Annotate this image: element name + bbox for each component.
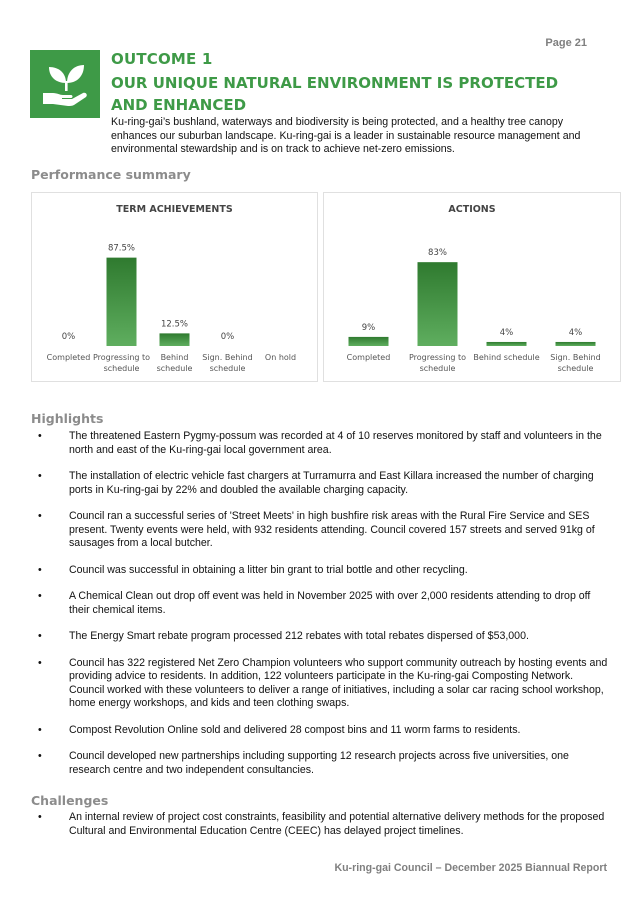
category-label: On hold bbox=[264, 353, 297, 362]
bar bbox=[160, 333, 190, 346]
category-label: Sign. Behind bbox=[202, 353, 253, 362]
data-label: 9% bbox=[361, 322, 376, 333]
list-item bbox=[38, 630, 608, 644]
chart-title: TERM ACHIEVEMENTS bbox=[116, 204, 233, 215]
list-item bbox=[38, 811, 608, 838]
chart-title: ACTIONS bbox=[448, 204, 496, 215]
page-number: Page 21 bbox=[545, 37, 587, 49]
category-label: Progressing to bbox=[408, 353, 467, 362]
outcome-label: OUTCOME 1 bbox=[111, 50, 213, 68]
category-label: schedule bbox=[103, 364, 140, 373]
bar bbox=[107, 258, 137, 346]
data-label: 0% bbox=[61, 332, 76, 342]
data-label: 12.5% bbox=[160, 319, 189, 330]
bullet: • bbox=[38, 723, 42, 736]
challenges-list bbox=[38, 811, 608, 851]
highlight-text: Council was successful in obtaining a litter bin grant to trial bottle and other recycling. bbox=[69, 563, 468, 576]
bullet: • bbox=[38, 470, 42, 482]
highlights-heading: Highlights bbox=[31, 411, 104, 426]
list-item bbox=[38, 750, 608, 777]
bullet: • bbox=[38, 656, 42, 669]
category-label: Behind bbox=[160, 353, 189, 362]
challenges-heading: Challenges bbox=[31, 793, 109, 808]
bullet: • bbox=[38, 430, 42, 442]
bullet: • bbox=[38, 510, 42, 522]
data-label: 4% bbox=[568, 327, 583, 338]
category-label: schedule bbox=[419, 364, 456, 373]
list-item bbox=[38, 724, 608, 738]
actions-plot bbox=[324, 193, 620, 381]
category-label: schedule bbox=[557, 364, 594, 373]
category-label: Behind schedule bbox=[473, 353, 540, 362]
category-label: Sign. Behind bbox=[550, 353, 601, 362]
outcome-intro: Ku-ring-gai’s bushland, waterways and biodiversity is being protected, and a healthy tree canopy enhances our suburban landscape. Ku-ring-gai is a leader in sustainable resource management and environmental stewardship and is on track to achieve net-zero emissions. bbox=[111, 116, 581, 155]
challenge-text: An internal review of project cost constraints, feasibility and potential alternative delivery methods for the proposed Cultural and Environmental Education Centre (CEEC) has delayed project timelines. bbox=[69, 811, 605, 837]
outcome-header bbox=[111, 50, 597, 116]
highlight-text: Council has 322 registered Net Zero Champion volunteers who support community outreach by hosting events and providing advice to residents. In addition, 122 volunteers participate in the Ku-ring-gai Composting Network. Council worked with these volunteers to deliver a range of initiatives, including a solar car racing school workshop, home energy workshops, and kids and teen clothing swaps. bbox=[69, 656, 608, 709]
actions-chart bbox=[323, 192, 621, 382]
highlight-text: Council ran a successful series of 'Street Meets' in high bushfire risk areas with the Rural Fire Service and SES present. Twenty events were held, with 932 residents attending. Council covered 157 streets and served 91kg of sausages from a local butcher. bbox=[69, 510, 595, 549]
hand-with-plant-icon bbox=[39, 59, 91, 109]
highlight-text: The installation of electric vehicle fast chargers at Turramurra and East Killara increased the number of charging ports in Ku-ring-gai by 22% and doubled the available charging capacity. bbox=[69, 470, 594, 496]
term-achievements-plot bbox=[32, 193, 317, 381]
category-label: Progressing to bbox=[92, 353, 151, 362]
bar bbox=[487, 342, 527, 346]
highlights-list bbox=[38, 430, 608, 790]
list-item bbox=[38, 590, 608, 617]
outcome-title: OUR UNIQUE NATURAL ENVIRONMENT IS PROTECTED AND ENHANCED bbox=[111, 74, 559, 114]
data-label: 4% bbox=[499, 327, 514, 338]
list-item bbox=[38, 510, 608, 551]
category-label: schedule bbox=[209, 364, 246, 373]
outcome-badge bbox=[30, 50, 100, 118]
term-achievements-chart bbox=[31, 192, 318, 382]
highlight-text: The Energy Smart rebate program processed 212 rebates with total rebates dispersed of $53,000. bbox=[69, 630, 529, 642]
category-label: schedule bbox=[156, 364, 193, 373]
category-label: Completed bbox=[346, 353, 391, 362]
highlight-text: The threatened Eastern Pygmy-possum was recorded at 4 of 10 reserves monitored by staff and volunteers in the north and east of the Ku-ring-gai local government area. bbox=[69, 430, 602, 456]
list-item bbox=[38, 470, 608, 497]
footer: Ku-ring-gai Council – December 2025 Biannual Report bbox=[334, 862, 607, 874]
bullet: • bbox=[38, 630, 42, 642]
list-item bbox=[38, 657, 608, 711]
bullet: • bbox=[38, 811, 42, 823]
category-label: Completed bbox=[46, 353, 91, 362]
list-item bbox=[38, 564, 608, 578]
bar bbox=[349, 337, 389, 346]
bar bbox=[556, 342, 596, 346]
bar bbox=[418, 262, 458, 346]
data-label: 83% bbox=[428, 248, 447, 259]
performance-summary-heading: Performance summary bbox=[31, 167, 191, 182]
bullet: • bbox=[38, 750, 42, 762]
data-label: 0% bbox=[220, 332, 235, 342]
highlight-text: A Chemical Clean out drop off event was held in November 2025 with over 2,000 residents attending to drop off their chemical items. bbox=[69, 590, 591, 616]
bullet: • bbox=[38, 590, 42, 602]
list-item bbox=[38, 430, 608, 457]
highlight-text: Council developed new partnerships including supporting 12 research projects across five universities, one research centre and two independent consultancies. bbox=[69, 750, 569, 776]
data-label: 87.5% bbox=[107, 243, 136, 254]
bullet: • bbox=[38, 563, 42, 576]
highlight-text: Compost Revolution Online sold and delivered 28 compost bins and 11 worm farms to residents. bbox=[69, 723, 521, 736]
